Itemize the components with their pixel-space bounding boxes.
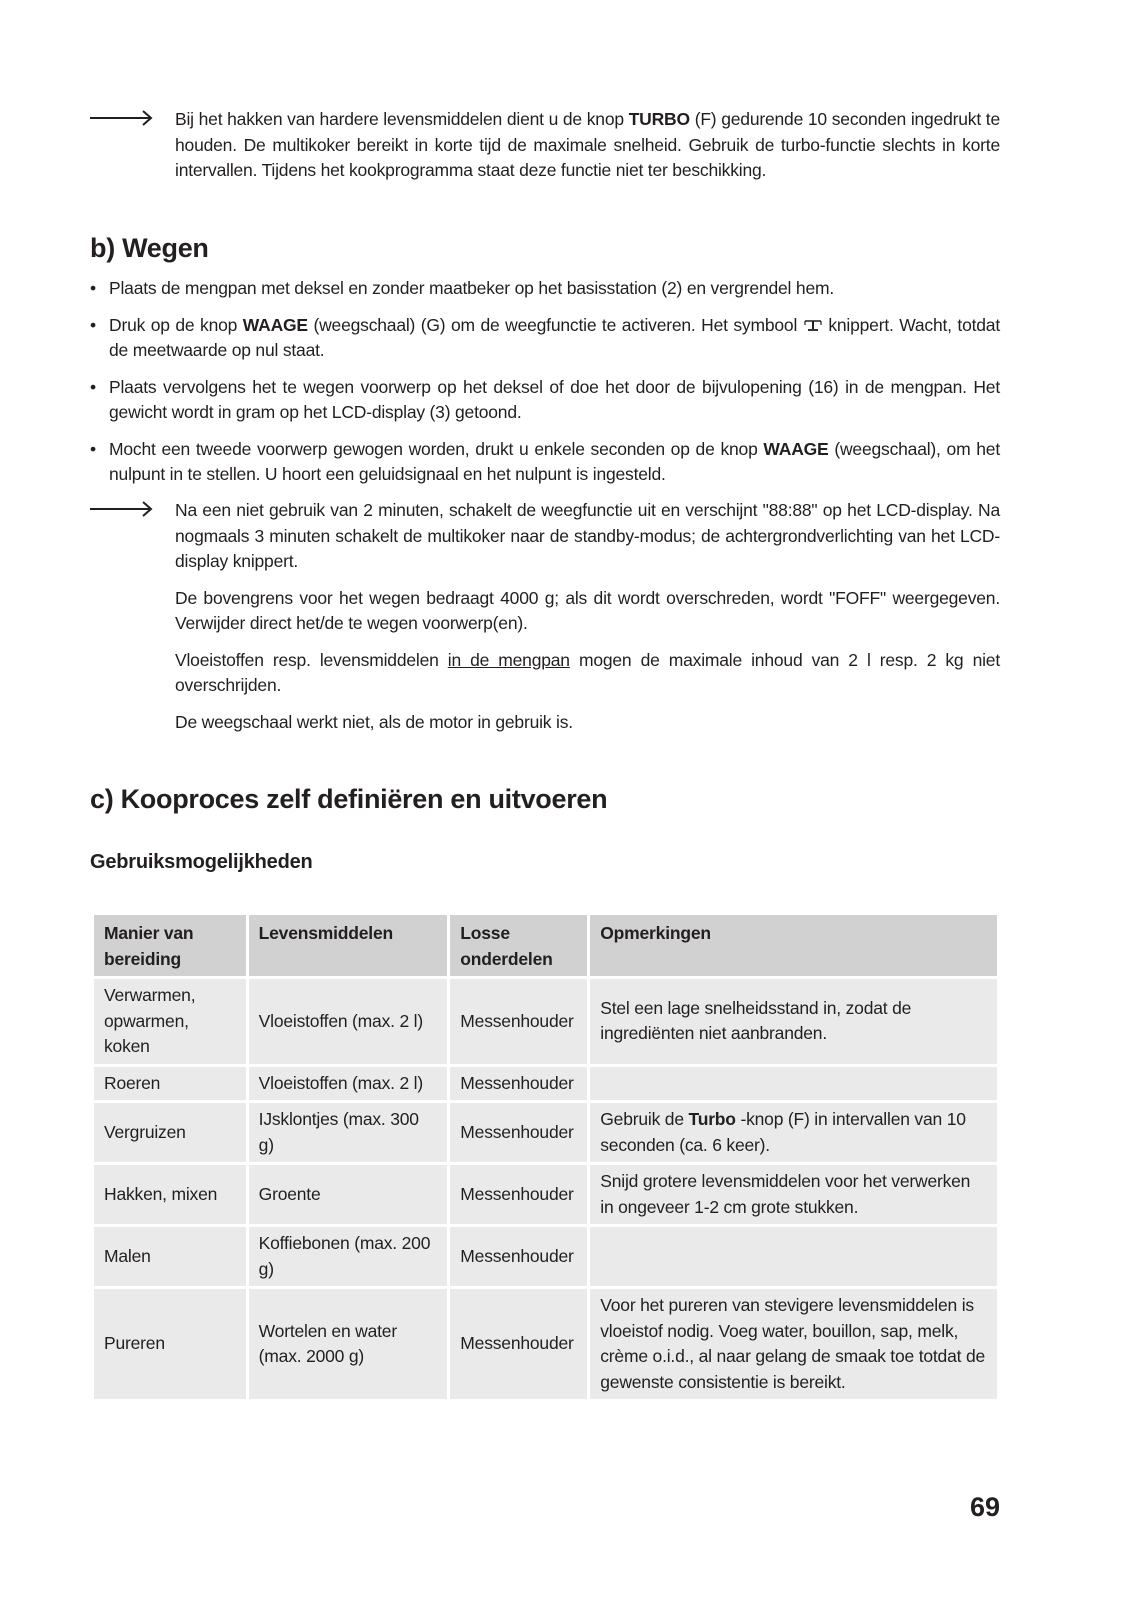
cell-parts: Messenhouder	[449, 1226, 589, 1288]
cell-remarks: Snijd grotere levensmiddelen voor het verwerken in ongeveer 1-2 cm grote stukken.	[589, 1164, 999, 1226]
table-subheading: Gebruiksmogelijkheden	[90, 851, 313, 873]
cell-food: Groente	[247, 1164, 449, 1226]
cell-preparation: Hakken, mixen	[93, 1164, 248, 1226]
weighing-steps-list	[90, 276, 1000, 499]
cell-food: Vloeistoffen (max. 2 l)	[247, 1065, 449, 1102]
note-weighing	[90, 498, 1000, 735]
list-item: • Mocht een tweede voorwerp gewogen worden, drukt u enkele seconden op de knop WAAGE (weegschaal), om het nulpunt in te stellen. U hoort een geluidsignaal en het nulpunt is ingesteld.	[90, 438, 1000, 484]
note-turbo-text: Bij het hakken van hardere levensmiddelen dient u de knop TURBO (F) gedurende 10 seconden ingedrukt te houden. De multikoker bereikt in korte tijd de maximale snelheid. Gebruik de turbo-functie slechts in korte intervallen. Tijdens het kookprogramma staat deze functie niet ter beschikking.	[175, 109, 1000, 180]
cell-food: Koffiebonen (max. 200 g)	[247, 1226, 449, 1288]
table-row	[93, 1164, 999, 1226]
cell-food: Vloeistoffen (max. 2 l)	[247, 978, 449, 1066]
usage-table	[91, 912, 1000, 1402]
note-upper-limit-text: De bovengrens voor het wegen bedraagt 4000 g; als dit wordt overschreden, wordt "FOFF" weergegeven. Verwijder direct het/de te wegen voorwerp(en).	[175, 587, 1000, 633]
table-row	[93, 1288, 999, 1401]
cell-preparation: Malen	[93, 1226, 248, 1288]
list-item: • Plaats vervolgens het te wegen voorwerp op het deksel of doe het door de bijvulopening (16) in de mengpan. Het gewicht wordt in gram op het LCD-display (3) getoond.	[90, 376, 1000, 422]
cell-parts: Messenhouder	[449, 1164, 589, 1226]
cell-preparation: Roeren	[93, 1065, 248, 1102]
cell-remarks: Voor het pureren van stevigere levensmiddelen is vloeistof nodig. Voeg water, bouillon, sap, melk, crème o.i.d., al naar gelang de smaak toe totdat de gewenste consistentie is bereikt.	[589, 1288, 999, 1401]
section-c-heading: c) Kooproces zelf definiëren en uitvoeren	[90, 784, 608, 814]
header-remarks: Opmerkingen	[589, 914, 999, 978]
list-item: • Druk op de knop WAAGE (weegschaal) (G) om de weegfunctie te activeren. Het symbool knippert. Wacht, totdat de meetwaarde op nul staat.	[90, 314, 1001, 360]
cell-remarks	[589, 1226, 999, 1288]
note-arrow-icon	[90, 109, 154, 127]
scale-icon	[803, 318, 823, 332]
cell-food: Wortelen en water (max. 2000 g)	[247, 1288, 449, 1401]
cell-preparation: Vergruizen	[93, 1102, 248, 1164]
cell-preparation: Verwarmen, opwarmen, koken	[93, 978, 248, 1066]
note-standby-text: Na een niet gebruik van 2 minuten, schakelt de weegfunctie uit en verschijnt "88:88" op het LCD-display. Na nogmaals 3 minuten schakelt de multikoker naar de standby-modus; de achtergrondverlichting van het LCD-display knippert.	[175, 500, 1000, 571]
cell-remarks: Gebruik de Turbo -knop (F) in intervallen van 10 seconden (ca. 6 keer).	[589, 1102, 999, 1164]
cell-parts: Messenhouder	[449, 1102, 589, 1164]
page-number: 69	[969, 1492, 1000, 1522]
header-food: Levensmiddelen	[247, 914, 449, 978]
table-row	[93, 1065, 999, 1102]
cell-remarks: Stel een lage snelheidsstand in, zodat de ingrediënten niet aanbranden.	[589, 978, 999, 1066]
table-row	[93, 1102, 999, 1164]
note-max-capacity-text: Vloeistoffen resp. levensmiddelen in de mengpan mogen de maximale inhoud van 2 l resp. 2 kg niet overschrijden.	[175, 649, 1000, 695]
note-turbo	[90, 107, 1000, 184]
list-item: • Plaats de mengpan met deksel en zonder maatbeker op het basisstation (2) en vergrendel hem.	[90, 278, 835, 298]
table-row	[93, 1226, 999, 1288]
note-motor-text: De weegschaal werkt niet, als de motor in gebruik is.	[175, 711, 573, 732]
section-b-heading: b) Wegen	[90, 233, 209, 263]
cell-parts: Messenhouder	[449, 978, 589, 1066]
cell-parts: Messenhouder	[449, 1065, 589, 1102]
table-header-row	[93, 914, 999, 978]
cell-remarks	[589, 1065, 999, 1102]
cell-preparation: Pureren	[93, 1288, 248, 1401]
header-preparation: Manier van bereiding	[93, 914, 248, 978]
cell-food: IJsklontjes (max. 300 g)	[247, 1102, 449, 1164]
cell-parts: Messenhouder	[449, 1288, 589, 1401]
header-parts: Losse onderdelen	[449, 914, 589, 978]
note-arrow-icon	[90, 500, 154, 518]
table-row	[93, 978, 999, 1066]
